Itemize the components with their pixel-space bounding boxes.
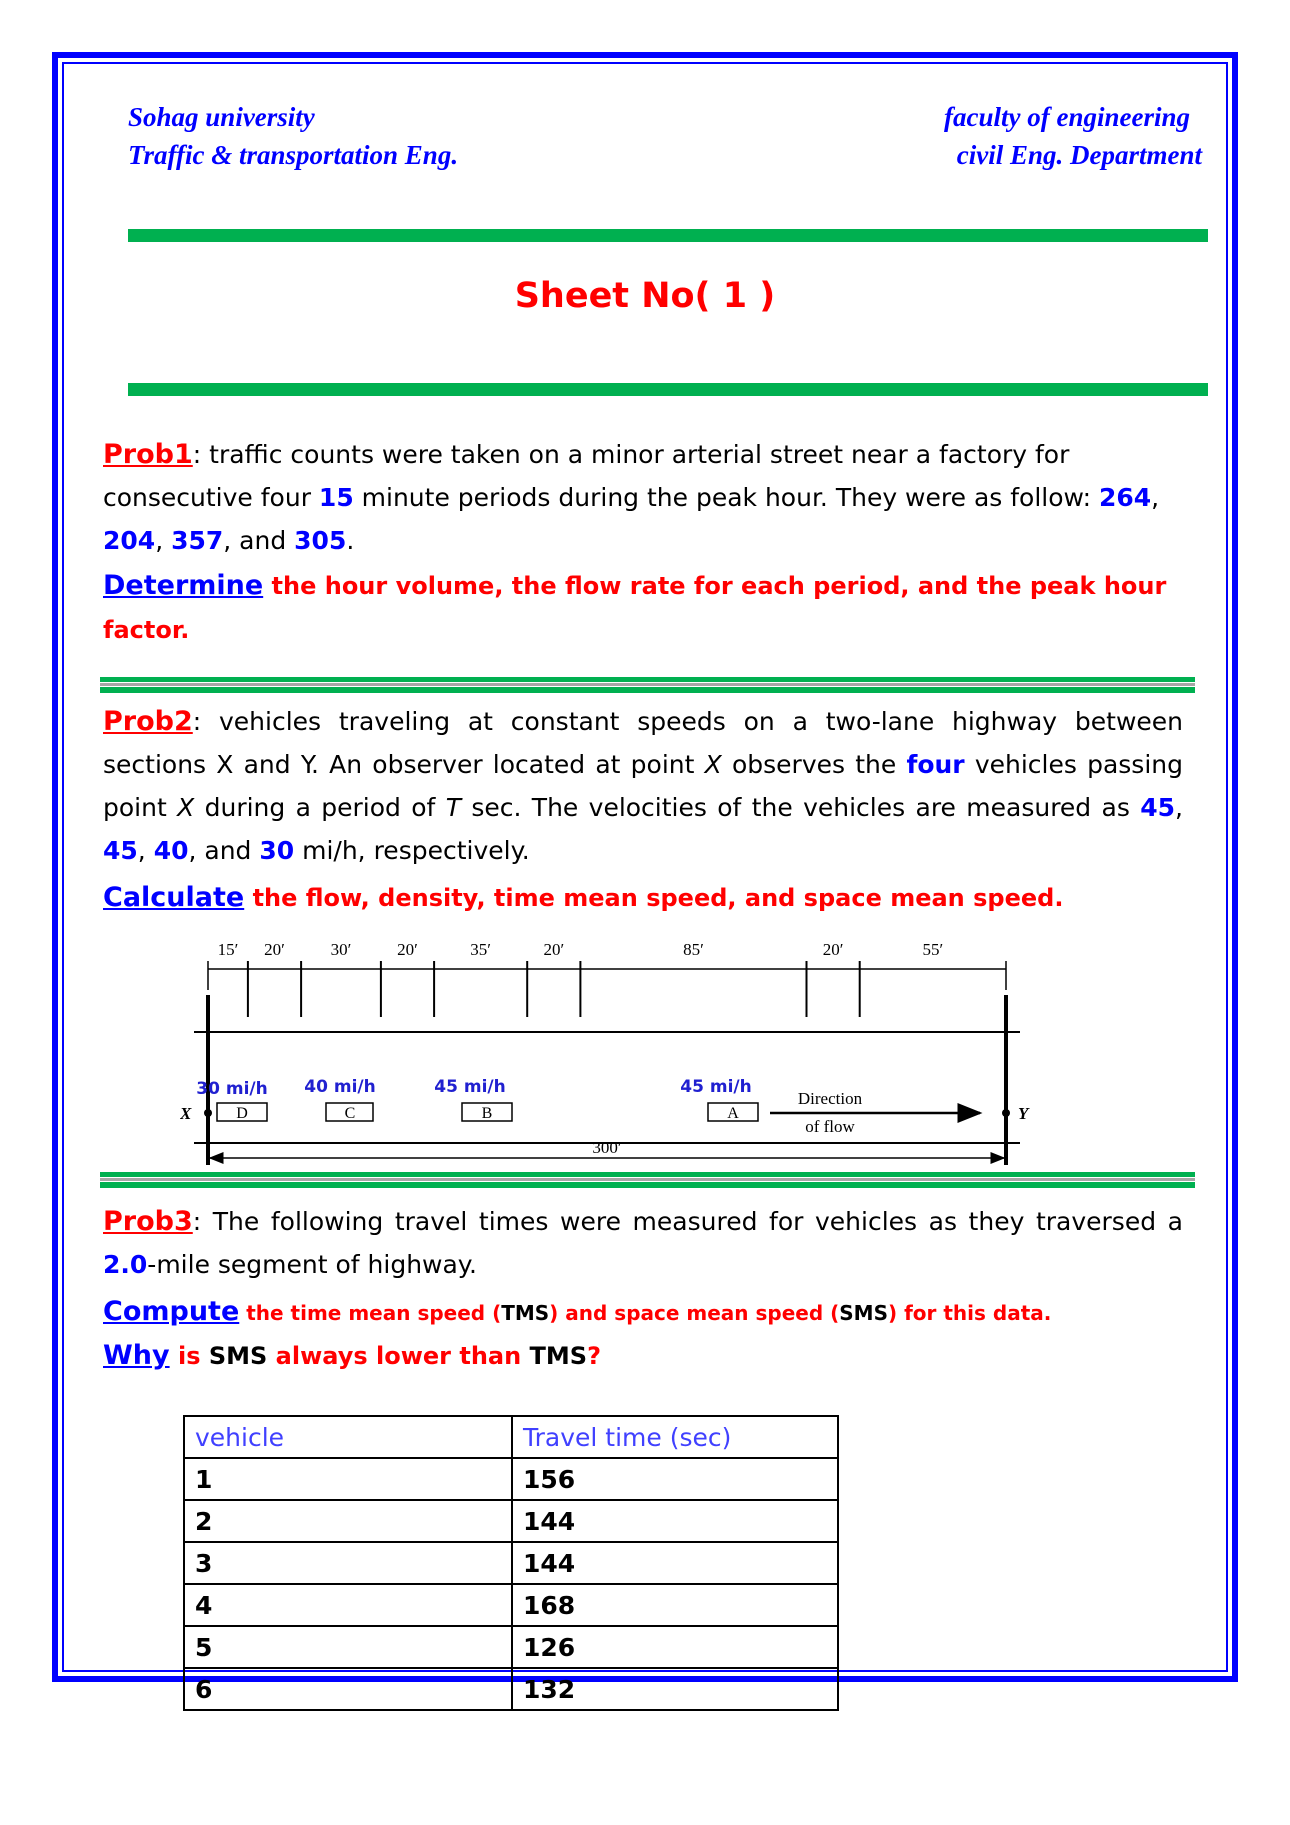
vehicle-id: A <box>727 1105 739 1122</box>
prob3-task-text: is <box>169 1342 209 1370</box>
table-row <box>184 1458 838 1500</box>
header-right <box>944 98 1202 174</box>
table-row <box>184 1668 838 1710</box>
separator-text: , <box>1151 483 1160 512</box>
tms-abbrev: TMS <box>529 1342 588 1370</box>
vehicle-id: D <box>236 1105 248 1122</box>
cell-vehicle: 1 <box>184 1458 512 1500</box>
direction-label-1: Direction <box>797 1089 863 1108</box>
vehicle-speed: 45 mi/h <box>434 1077 506 1097</box>
spacing-label: 20′ <box>822 940 844 959</box>
prob2-task <box>103 876 1183 920</box>
prob3-verb-compute: Compute <box>103 1296 240 1327</box>
sms-abbrev: SMS <box>208 1342 268 1370</box>
direction-label-2: of flow <box>805 1117 855 1136</box>
prob1-text: : traffic counts were taken on a minor arterial street near a factory for consecutive four <box>103 440 1070 512</box>
spacing-label: 35′ <box>470 940 492 959</box>
prob2-verb: Calculate <box>103 882 245 913</box>
separator-text: , <box>137 836 154 865</box>
prob2-text: observes the <box>721 750 907 779</box>
prob1-count: 357 <box>171 526 224 555</box>
table-row <box>184 1584 838 1626</box>
separator-text: , <box>1175 793 1183 822</box>
prob2-task-text: the flow, density, time mean speed, and space mean speed. <box>244 884 1064 912</box>
vehicle-c <box>304 1077 375 1122</box>
prob3-task-text: the time mean speed ( <box>239 1301 502 1325</box>
vehicle-a <box>680 1077 758 1122</box>
prob3-label: Prob3 <box>103 1206 193 1237</box>
prob1-task-text: the hour volume, the flow rate for each period, and the peak hour factor. <box>103 572 1167 644</box>
faculty-name: faculty of engineering <box>944 102 1190 132</box>
vehicle-b <box>434 1077 512 1122</box>
prob1-period: 15 <box>318 483 354 512</box>
prob3-text: -mile segment of highway. <box>147 1250 477 1279</box>
point-x: X <box>704 750 722 779</box>
separator-text: , <box>155 526 172 555</box>
label-y: Y <box>1018 1104 1029 1123</box>
prob3-text: : The following travel times were measured for vehicles as they traversed a <box>192 1207 1183 1236</box>
separator-text: , and <box>223 526 295 555</box>
prob2-speed: 40 <box>153 836 189 865</box>
table-row <box>184 1626 838 1668</box>
prob1-text: minute periods during the peak hour. They were as follow: <box>353 483 1099 512</box>
prob3-task-text: ) for this data. <box>887 1301 1052 1325</box>
prob2-text: vehicles passing point <box>103 750 1183 822</box>
cell-vehicle: 6 <box>184 1668 512 1710</box>
header-left <box>128 98 458 174</box>
prob2-text: : vehicles traveling at constant speeds on a two-lane highway between sections X and Y. An observer located at point <box>103 707 1183 779</box>
prob3-task-text: always lower than <box>267 1342 530 1370</box>
spacing-label: 30′ <box>330 940 352 959</box>
prob2-text: sec. The velocities of the vehicles are measured as <box>461 793 1141 822</box>
separator-text: , and <box>188 836 260 865</box>
prob3-task-text: ? <box>587 1342 602 1370</box>
prob2-speed: 45 <box>1140 793 1176 822</box>
separator-below-title <box>128 383 1208 396</box>
prob2-count: four <box>906 750 965 779</box>
vehicle-id: C <box>344 1105 356 1122</box>
prob2-speed: 45 <box>103 836 138 865</box>
cell-vehicle: 5 <box>184 1626 512 1668</box>
cell-travel-time: 156 <box>512 1458 838 1500</box>
point-x: X <box>177 793 195 822</box>
prob1-count: 204 <box>103 526 156 555</box>
cell-travel-time: 126 <box>512 1626 838 1668</box>
total-length-label: 300′ <box>592 1138 622 1157</box>
tms-abbrev: TMS <box>501 1301 550 1325</box>
sms-abbrev: SMS <box>839 1301 888 1325</box>
highway-diagram <box>180 915 1040 1175</box>
page-title: Sheet No( 1 ) <box>514 276 776 316</box>
table-row <box>184 1542 838 1584</box>
prob3-task-text: ) and space mean speed ( <box>549 1301 840 1325</box>
cell-travel-time: 132 <box>512 1668 838 1710</box>
university-name: Sohag university <box>128 102 315 132</box>
prob3-task-1 <box>103 1290 1183 1335</box>
spacing-label: 55′ <box>922 940 944 959</box>
cell-vehicle: 2 <box>184 1500 512 1542</box>
spacing-label: 15′ <box>217 940 239 959</box>
separator-prob2 <box>100 1172 1195 1188</box>
prob2-text: during a period of <box>194 793 446 822</box>
spacing-label: 20′ <box>543 940 565 959</box>
prob3-distance: 2.0 <box>103 1250 148 1279</box>
cell-travel-time: 144 <box>512 1500 838 1542</box>
course-name: Traffic & transportation Eng. <box>128 140 459 170</box>
prob2-label: Prob2 <box>103 706 193 737</box>
prob3-statement <box>103 1200 1183 1286</box>
spacing-label: 20′ <box>264 940 285 959</box>
prob3-verb-why: Why <box>103 1340 170 1371</box>
spacing-label: 20′ <box>397 940 418 959</box>
cell-travel-time: 168 <box>512 1584 838 1626</box>
separator-top <box>128 229 1208 242</box>
vehicle-id: B <box>481 1105 493 1122</box>
prob1-verb: Determine <box>103 570 264 601</box>
spacing-label: 85′ <box>683 940 704 959</box>
vehicle-speed: 45 mi/h <box>680 1077 752 1097</box>
cell-vehicle: 3 <box>184 1542 512 1584</box>
point-x-marker <box>204 1109 212 1117</box>
table-header-row <box>184 1416 838 1458</box>
header-travel-time: Travel time (sec) <box>512 1416 838 1458</box>
prob2-text: mi/h, respectively. <box>294 836 530 865</box>
point-y-marker <box>1002 1109 1010 1117</box>
separator-prob1 <box>100 677 1195 693</box>
prob2-speed: 30 <box>259 836 295 865</box>
highway-diagram-svg <box>180 915 1040 1175</box>
vehicle-speed: 30 mi/h <box>196 1079 268 1099</box>
department-name: civil Eng. Department <box>956 140 1202 170</box>
prob1-count: 264 <box>1098 483 1152 512</box>
cell-vehicle: 4 <box>184 1584 512 1626</box>
vehicle-speed: 40 mi/h <box>304 1077 376 1097</box>
prob1-statement <box>103 433 1183 562</box>
prob2-statement <box>103 700 1183 872</box>
cell-travel-time: 144 <box>512 1542 838 1584</box>
separator-text: . <box>346 526 355 555</box>
prob1-count: 305 <box>294 526 347 555</box>
prob3-task-2 <box>103 1334 1183 1378</box>
table-row <box>184 1500 838 1542</box>
period-t: T <box>445 793 461 822</box>
header-vehicle: vehicle <box>184 1416 512 1458</box>
prob1-label: Prob1 <box>103 439 193 470</box>
travel-time-table <box>183 1415 839 1711</box>
label-x: X <box>180 1104 192 1123</box>
prob1-task <box>103 564 1183 652</box>
